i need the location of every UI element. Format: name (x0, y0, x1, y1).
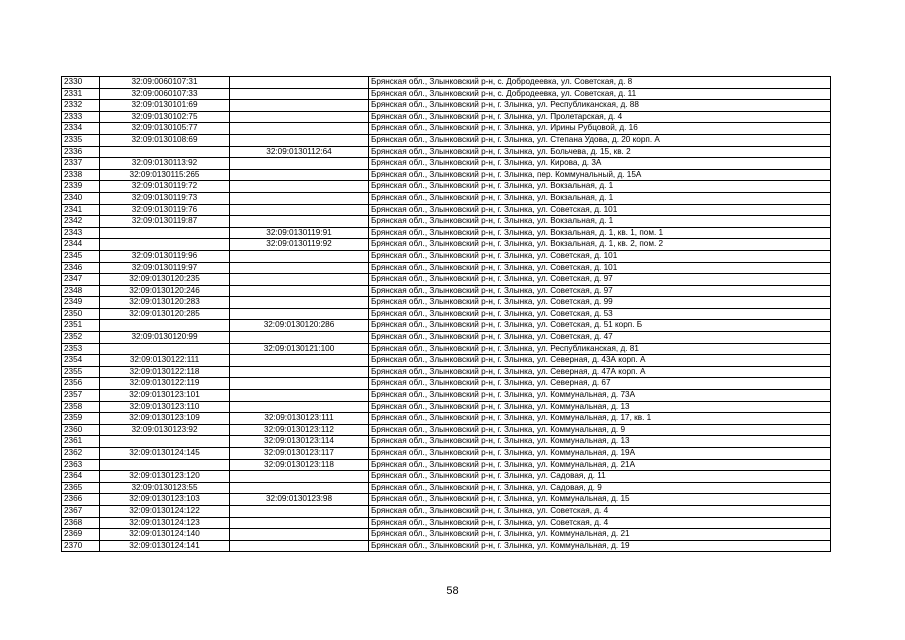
row-number-cell: 2364 (62, 471, 100, 483)
table-row (62, 517, 831, 529)
address-cell: Брянская обл., Злынковский р-н, г. Злынка, ул. Коммунальная, д. 21 (369, 529, 831, 541)
address-cell: Брянская обл., Злынковский р-н, г. Злынка, ул. Вокзальная, д. 1, кв. 2, пом. 2 (369, 239, 831, 251)
table-row (62, 540, 831, 552)
row-number-cell: 2331 (62, 88, 100, 100)
table-row (62, 413, 831, 425)
table-row (62, 471, 831, 483)
row-number-cell: 2359 (62, 413, 100, 425)
table-row (62, 343, 831, 355)
row-number-cell: 2360 (62, 424, 100, 436)
cadastral-number-cell: 32:09:0130105:77 (100, 123, 230, 135)
row-number-cell: 2350 (62, 308, 100, 320)
row-number-cell: 2341 (62, 204, 100, 216)
row-number-cell: 2339 (62, 181, 100, 193)
table-row (62, 390, 831, 402)
row-number-cell: 2368 (62, 517, 100, 529)
row-number-cell: 2356 (62, 378, 100, 390)
address-cell: Брянская обл., Злынковский р-н, г. Злынка, ул. Северная, д. 43А корп. А (369, 355, 831, 367)
related-cadastral-number-cell: 32:09:0130112:64 (230, 146, 369, 158)
table-row (62, 111, 831, 123)
cadastral-number-cell: 32:09:0060107:33 (100, 88, 230, 100)
related-cadastral-number-cell (230, 297, 369, 309)
address-cell: Брянская обл., Злынковский р-н, г. Злынка, ул. Коммунальная, д. 73А (369, 390, 831, 402)
cadastral-number-cell: 32:09:0130124:122 (100, 505, 230, 517)
cadastral-number-cell: 32:09:0130119:73 (100, 192, 230, 204)
address-cell: Брянская обл., Злынковский р-н, г. Злынка, ул. Советская, д. 99 (369, 297, 831, 309)
cadastral-number-cell: 32:09:0130120:285 (100, 308, 230, 320)
address-cell: Брянская обл., Злынковский р-н, г. Злынка, ул. Коммунальная, д. 19А (369, 448, 831, 460)
cadastral-number-cell: 32:09:0130119:87 (100, 216, 230, 228)
cadastral-number-cell (100, 227, 230, 239)
cadastral-number-cell: 32:09:0130119:97 (100, 262, 230, 274)
address-cell: Брянская обл., Злынковский р-н, г. Злынка, ул. Советская, д. 4 (369, 517, 831, 529)
cadastral-number-cell: 32:09:0130120:283 (100, 297, 230, 309)
cadastral-number-cell: 32:09:0130123:103 (100, 494, 230, 506)
related-cadastral-number-cell (230, 250, 369, 262)
table-row (62, 274, 831, 286)
table-row (62, 529, 831, 541)
row-number-cell: 2355 (62, 366, 100, 378)
address-cell: Брянская обл., Злынковский р-н, г. Злынка, ул. Вокзальная, д. 1 (369, 192, 831, 204)
address-cell: Брянская обл., Злынковский р-н, г. Злынка, ул. Ирины Рубцовой, д. 16 (369, 123, 831, 135)
table-row (62, 494, 831, 506)
row-number-cell: 2352 (62, 332, 100, 344)
row-number-cell: 2342 (62, 216, 100, 228)
related-cadastral-number-cell (230, 181, 369, 193)
related-cadastral-number-cell (230, 378, 369, 390)
related-cadastral-number-cell (230, 111, 369, 123)
related-cadastral-number-cell: 32:09:0130123:114 (230, 436, 369, 448)
related-cadastral-number-cell (230, 134, 369, 146)
cadastral-number-cell: 32:09:0130119:76 (100, 204, 230, 216)
related-cadastral-number-cell: 32:09:0130121:100 (230, 343, 369, 355)
row-number-cell: 2347 (62, 274, 100, 286)
address-cell: Брянская обл., Злынковский р-н, с. Добродеевка, ул. Советская, д. 11 (369, 88, 831, 100)
table-row (62, 158, 831, 170)
related-cadastral-number-cell (230, 274, 369, 286)
related-cadastral-number-cell (230, 77, 369, 89)
cadastral-number-cell: 32:09:0130124:123 (100, 517, 230, 529)
related-cadastral-number-cell (230, 529, 369, 541)
related-cadastral-number-cell (230, 88, 369, 100)
related-cadastral-number-cell: 32:09:0130123:118 (230, 459, 369, 471)
related-cadastral-number-cell (230, 204, 369, 216)
cadastral-number-cell: 32:09:0130123:120 (100, 471, 230, 483)
row-number-cell: 2337 (62, 158, 100, 170)
row-number-cell: 2357 (62, 390, 100, 402)
cadastral-number-cell: 32:09:0130122:119 (100, 378, 230, 390)
cadastral-number-cell: 32:09:0130124:145 (100, 448, 230, 460)
related-cadastral-number-cell: 32:09:0130123:117 (230, 448, 369, 460)
table-row (62, 459, 831, 471)
cadastral-number-cell: 32:09:0130119:96 (100, 250, 230, 262)
address-cell: Брянская обл., Злынковский р-н, г. Злынка, ул. Коммунальная, д. 15 (369, 494, 831, 506)
address-cell: Брянская обл., Злынковский р-н, г. Злынка, ул. Вокзальная, д. 1 (369, 216, 831, 228)
table-row (62, 378, 831, 390)
table-row (62, 355, 831, 367)
address-cell: Брянская обл., Злынковский р-н, г. Злынка, ул. Больчева, д. 15, кв. 2 (369, 146, 831, 158)
page-number: 58 (446, 585, 459, 597)
related-cadastral-number-cell (230, 390, 369, 402)
cadastral-number-cell: 32:09:0130120:246 (100, 285, 230, 297)
related-cadastral-number-cell (230, 169, 369, 181)
address-cell: Брянская обл., Злынковский р-н, г. Злынка, ул. Советская, д. 97 (369, 285, 831, 297)
address-cell: Брянская обл., Злынковский р-н, г. Злынка, ул. Степана Удова, д. 20 корп. А (369, 134, 831, 146)
address-cell: Брянская обл., Злынковский р-н, г. Злынка, ул. Республиканская, д. 88 (369, 100, 831, 112)
cadastral-number-cell: 32:09:0130102:75 (100, 111, 230, 123)
table-row (62, 448, 831, 460)
address-cell: Брянская обл., Злынковский р-н, г. Злынка, ул. Коммунальная, д. 9 (369, 424, 831, 436)
cadastral-number-cell (100, 146, 230, 158)
address-cell: Брянская обл., Злынковский р-н, г. Злынка, ул. Северная, д. 47А корп. А (369, 366, 831, 378)
related-cadastral-number-cell: 32:09:0130119:92 (230, 239, 369, 251)
address-cell: Брянская обл., Злынковский р-н, г. Злынка, ул. Вокзальная, д. 1 (369, 181, 831, 193)
related-cadastral-number-cell: 32:09:0130123:98 (230, 494, 369, 506)
row-number-cell: 2369 (62, 529, 100, 541)
table-row (62, 227, 831, 239)
related-cadastral-number-cell (230, 308, 369, 320)
table-row (62, 181, 831, 193)
cadastral-number-cell (100, 320, 230, 332)
table-row (62, 88, 831, 100)
related-cadastral-number-cell (230, 401, 369, 413)
cadastral-number-cell: 32:09:0130124:141 (100, 540, 230, 552)
table-body (62, 77, 831, 552)
row-number-cell: 2348 (62, 285, 100, 297)
cadastral-number-cell: 32:09:0130119:72 (100, 181, 230, 193)
table-row (62, 308, 831, 320)
table-row (62, 134, 831, 146)
row-number-cell: 2336 (62, 146, 100, 158)
related-cadastral-number-cell: 32:09:0130120:286 (230, 320, 369, 332)
table-row (62, 169, 831, 181)
row-number-cell: 2354 (62, 355, 100, 367)
table-row (62, 424, 831, 436)
address-cell: Брянская обл., Злынковский р-н, г. Злынка, ул. Коммунальная, д. 17, кв. 1 (369, 413, 831, 425)
cadastral-number-cell (100, 459, 230, 471)
row-number-cell: 2367 (62, 505, 100, 517)
row-number-cell: 2366 (62, 494, 100, 506)
cadastral-number-cell: 32:09:0130113:92 (100, 158, 230, 170)
address-cell: Брянская обл., Злынковский р-н, г. Злынка, ул. Советская, д. 101 (369, 250, 831, 262)
cadastral-number-cell: 32:09:0130123:101 (100, 390, 230, 402)
row-number-cell: 2362 (62, 448, 100, 460)
cadastral-number-cell: 32:09:0130123:109 (100, 413, 230, 425)
related-cadastral-number-cell (230, 517, 369, 529)
address-cell: Брянская обл., Злынковский р-н, г. Злынка, ул. Вокзальная, д. 1, кв. 1, пом. 1 (369, 227, 831, 239)
cadastral-number-cell: 32:09:0130123:110 (100, 401, 230, 413)
related-cadastral-number-cell (230, 505, 369, 517)
cadastral-number-cell: 32:09:0130122:111 (100, 355, 230, 367)
table-row (62, 320, 831, 332)
related-cadastral-number-cell (230, 262, 369, 274)
address-cell: Брянская обл., Злынковский р-н, г. Злынка, ул. Садовая, д. 11 (369, 471, 831, 483)
related-cadastral-number-cell (230, 285, 369, 297)
cadastral-number-cell: 32:09:0130101:69 (100, 100, 230, 112)
related-cadastral-number-cell: 32:09:0130123:112 (230, 424, 369, 436)
related-cadastral-number-cell (230, 192, 369, 204)
cadastral-number-cell (100, 436, 230, 448)
related-cadastral-number-cell: 32:09:0130123:111 (230, 413, 369, 425)
cadastral-number-cell: 32:09:0130120:235 (100, 274, 230, 286)
address-cell: Брянская обл., Злынковский р-н, г. Злынка, ул. Коммунальная, д. 21А (369, 459, 831, 471)
table-row (62, 297, 831, 309)
row-number-cell: 2358 (62, 401, 100, 413)
row-number-cell: 2351 (62, 320, 100, 332)
address-cell: Брянская обл., Злынковский р-н, г. Злынка, ул. Кирова, д. 3А (369, 158, 831, 170)
related-cadastral-number-cell (230, 366, 369, 378)
address-cell: Брянская обл., Злынковский р-н, г. Злынка, ул. Советская, д. 53 (369, 308, 831, 320)
row-number-cell: 2345 (62, 250, 100, 262)
related-cadastral-number-cell (230, 540, 369, 552)
cadastral-number-cell: 32:09:0060107:31 (100, 77, 230, 89)
address-cell: Брянская обл., Злынковский р-н, г. Злынка, пер. Коммунальный, д. 15А (369, 169, 831, 181)
row-number-cell: 2370 (62, 540, 100, 552)
table-row (62, 332, 831, 344)
table-row (62, 436, 831, 448)
related-cadastral-number-cell (230, 216, 369, 228)
row-number-cell: 2363 (62, 459, 100, 471)
table-row (62, 216, 831, 228)
related-cadastral-number-cell (230, 100, 369, 112)
related-cadastral-number-cell (230, 332, 369, 344)
table-row (62, 100, 831, 112)
related-cadastral-number-cell: 32:09:0130119:91 (230, 227, 369, 239)
related-cadastral-number-cell (230, 123, 369, 135)
cadastral-number-cell: 32:09:0130123:92 (100, 424, 230, 436)
table-row (62, 123, 831, 135)
row-number-cell: 2365 (62, 482, 100, 494)
table-row (62, 262, 831, 274)
cadastral-number-cell (100, 239, 230, 251)
cadastral-number-cell (100, 343, 230, 355)
row-number-cell: 2335 (62, 134, 100, 146)
table-row (62, 250, 831, 262)
cadastral-number-cell: 32:09:0130122:118 (100, 366, 230, 378)
row-number-cell: 2349 (62, 297, 100, 309)
row-number-cell: 2334 (62, 123, 100, 135)
cadastral-number-cell: 32:09:0130108:69 (100, 134, 230, 146)
related-cadastral-number-cell (230, 482, 369, 494)
table-row (62, 192, 831, 204)
row-number-cell: 2340 (62, 192, 100, 204)
table-row (62, 239, 831, 251)
property-register-table (61, 76, 831, 552)
row-number-cell: 2343 (62, 227, 100, 239)
row-number-cell: 2346 (62, 262, 100, 274)
address-cell: Брянская обл., Злынковский р-н, г. Злынка, ул. Северная, д. 67 (369, 378, 831, 390)
table-row (62, 401, 831, 413)
row-number-cell: 2332 (62, 100, 100, 112)
address-cell: Брянская обл., Злынковский р-н, г. Злынка, ул. Советская, д. 101 (369, 204, 831, 216)
related-cadastral-number-cell (230, 158, 369, 170)
address-cell: Брянская обл., Злынковский р-н, г. Злынка, ул. Советская, д. 97 (369, 274, 831, 286)
address-cell: Брянская обл., Злынковский р-н, г. Злынка, ул. Садовая, д. 9 (369, 482, 831, 494)
address-cell: Брянская обл., Злынковский р-н, г. Злынка, ул. Советская, д. 51 корп. Б (369, 320, 831, 332)
row-number-cell: 2353 (62, 343, 100, 355)
address-cell: Брянская обл., Злынковский р-н, г. Злынка, ул. Коммунальная, д. 13 (369, 436, 831, 448)
row-number-cell: 2361 (62, 436, 100, 448)
address-cell: Брянская обл., Злынковский р-н, г. Злынка, ул. Советская, д. 4 (369, 505, 831, 517)
cadastral-number-cell: 32:09:0130123:55 (100, 482, 230, 494)
related-cadastral-number-cell (230, 471, 369, 483)
address-cell: Брянская обл., Злынковский р-н, г. Злынка, ул. Республиканская, д. 81 (369, 343, 831, 355)
table-row (62, 146, 831, 158)
row-number-cell: 2338 (62, 169, 100, 181)
address-cell: Брянская обл., Злынковский р-н, г. Злынка, ул. Советская, д. 47 (369, 332, 831, 344)
cadastral-number-cell: 32:09:0130124:140 (100, 529, 230, 541)
row-number-cell: 2344 (62, 239, 100, 251)
cadastral-number-cell: 32:09:0130115:265 (100, 169, 230, 181)
table-row (62, 505, 831, 517)
address-cell: Брянская обл., Злынковский р-н, г. Злынка, ул. Коммунальная, д. 19 (369, 540, 831, 552)
related-cadastral-number-cell (230, 355, 369, 367)
row-number-cell: 2330 (62, 77, 100, 89)
row-number-cell: 2333 (62, 111, 100, 123)
table-row (62, 285, 831, 297)
table-row (62, 482, 831, 494)
address-cell: Брянская обл., Злынковский р-н, г. Злынка, ул. Коммунальная, д. 13 (369, 401, 831, 413)
cadastral-number-cell: 32:09:0130120:99 (100, 332, 230, 344)
address-cell: Брянская обл., Злынковский р-н, г. Злынка, ул. Советская, д. 101 (369, 262, 831, 274)
table-row (62, 204, 831, 216)
table-row (62, 77, 831, 89)
address-cell: Брянская обл., Злынковский р-н, с. Добродеевка, ул. Советская, д. 8 (369, 77, 831, 89)
table-row (62, 366, 831, 378)
address-cell: Брянская обл., Злынковский р-н, г. Злынка, ул. Пролетарская, д. 4 (369, 111, 831, 123)
